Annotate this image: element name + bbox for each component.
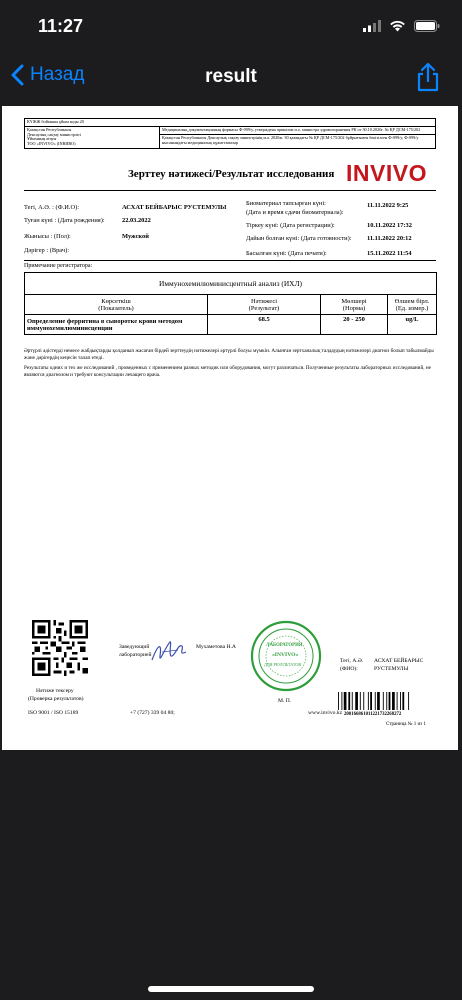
navigation-bar: [0, 52, 462, 102]
dob-value: 22.03.2022: [122, 217, 151, 224]
column-header-unit: Өлшем бірл. (Ед. измер.): [388, 295, 437, 315]
website-link[interactable]: www.invivo.kz: [308, 710, 343, 716]
barcode-bar: [355, 692, 358, 710]
barcode-bar: [370, 692, 372, 710]
header-left-block: Қазақстан Республикасы Денсаулық сақтау министрлігі Ұйымның атауы ТОО «INVIVO» (INВИВО): [25, 126, 160, 148]
invivo-logo: INVIVO: [346, 160, 427, 186]
head-of-lab-label-2: лабораторией: [119, 652, 152, 658]
barcode-bar: [344, 692, 347, 710]
share-icon: [416, 62, 440, 92]
status-time: 11:27: [38, 16, 84, 36]
head-of-lab-label-1: Заведующий: [119, 644, 150, 650]
phone-number: +7 (727) 339 04 80;: [130, 710, 175, 716]
patient-name-value: АСХАТ БЕЙБАРЫС РУСТЕМУЛЫ: [122, 204, 227, 211]
stamp-text-1: ЛАБОРАТОРИЯ: [266, 643, 303, 648]
sex-value: Мужской: [122, 233, 149, 240]
document-page[interactable]: [2, 106, 458, 750]
barcode-bar: [363, 692, 364, 710]
column-header-indicator: Көрсеткіш (Показатель): [25, 295, 208, 315]
barcode-number: 200166861011221732268272: [344, 712, 402, 717]
print-date-label: Басылған күні: (Дата печати):: [246, 250, 327, 257]
cellular-signal-icon: [363, 20, 381, 32]
battery-icon: [414, 20, 440, 32]
barcode-bar: [397, 692, 398, 710]
check-results-label-kz: Нәтиже тексеру: [36, 688, 74, 694]
barcode-bar: [392, 692, 395, 710]
stamp-text-3: ДЛЯ РЕЗУЛЬТАТОВ: [264, 662, 302, 667]
biomaterial-label-ru: (Дата и время сдачи биоматериала):: [246, 209, 344, 216]
barcode-bar: [338, 692, 339, 710]
barcode-bar: [341, 692, 342, 710]
print-date-value: 15.11.2022 11:54: [367, 250, 412, 257]
back-button-label: Назад: [30, 64, 85, 85]
barcode-icon: [338, 692, 434, 710]
barcode-bar: [389, 692, 391, 710]
share-button[interactable]: [416, 62, 440, 97]
barcode-bar: [402, 692, 404, 710]
result-norm: 20 - 250: [321, 315, 388, 335]
signature-icon: [148, 634, 190, 668]
biomaterial-value: 11.11.2022 9:25: [367, 202, 409, 209]
barcode-bar: [383, 692, 384, 710]
doctor-label: Дәрігер : (Врач):: [24, 247, 69, 254]
result-unit: ug/L: [388, 315, 437, 335]
biomaterial-label-kz: Биоматериал тапсырған күні:: [246, 200, 326, 207]
qr-code-icon: [32, 620, 88, 676]
registration-label: Тіркеу күні: (Дата регистрации):: [246, 222, 335, 229]
footer-patient-label-1: Тегі, А.Ә.: [340, 658, 364, 664]
barcode-bar: [377, 692, 380, 710]
home-indicator: [148, 986, 314, 992]
registrar-note-label: Примечание регистратора:: [24, 263, 93, 269]
barcode-bar: [348, 692, 350, 710]
document-header-table: [24, 118, 436, 149]
table-row: [25, 315, 437, 335]
stamp-text-2: «INVIVO»: [272, 652, 299, 658]
wifi-icon: [389, 20, 406, 32]
registration-value: 10.11.2022 17:32: [367, 222, 412, 229]
results-table: [24, 272, 437, 335]
divider: [24, 190, 436, 191]
sex-label: Жынысы : (Пол):: [24, 233, 71, 240]
column-header-norm: Мөлшері (Норма): [321, 295, 388, 315]
header-right-top: Медициналық документацияның формасы Ф-099/у, утверждена приказом и.о. министра здравоохранения РК от 30.10.2020г. № ҚР ДСМ-175/202: [160, 126, 436, 135]
header-right-bottom: Қазақстан Республикасы Денсаулық сақтау министрінің м.а. 2020ж. 30 қазандағы № ҚР ДСМ-175/202 бұйрығымен бекітілген Ф-099/у, Ф-099/у нысанындағы медициналық құжаттамалар: [160, 135, 436, 149]
status-bar: [0, 0, 462, 50]
nav-title: result: [205, 66, 257, 87]
footer-patient-name-2: РУСТЕМУЛЫ: [374, 666, 409, 672]
disclaimer-ru: Результаты одних и тех же исследований , проведенных с применением разных методик или оборудования, могут различаться. Полученные результаты лабораторных исследований, не являются диагнозом и требуют консультации лечащего врача.: [24, 365, 431, 379]
footer-patient-label-2: (ФИО):: [340, 666, 358, 672]
iso-label: ISO 9001 / ISO 15189: [28, 710, 79, 716]
footer-patient-name-1: АСХАТ БЕЙБАРЫС: [374, 658, 424, 664]
dob-label: Туған күні : (Дата рождения):: [24, 217, 105, 224]
results-section-title: Иммунохемилюминисцентный анализ (ИХЛ): [25, 273, 437, 295]
document-title: Зерттеу нәтижесі/Результат исследования: [128, 168, 335, 180]
ready-date-label: Дайын болған күні: (Дата готовности):: [246, 235, 352, 242]
page-number: Страница № 1 из 1: [386, 722, 426, 727]
check-results-label-ru: (Проверка результатов): [28, 696, 84, 702]
column-header-result: Нәтижесі (Результат): [208, 295, 321, 315]
barcode-bar: [375, 692, 376, 710]
barcode-bar: [408, 692, 409, 710]
ready-date-value: 11.11.2022 20:12: [367, 235, 412, 242]
seal-place-label: М. П.: [278, 698, 292, 704]
barcode-bar: [368, 692, 369, 710]
status-icons: [363, 20, 440, 32]
head-of-lab-name: Мухаметова Н.А: [196, 644, 236, 650]
barcode-bar: [400, 692, 401, 710]
barcode-bar: [386, 692, 387, 710]
result-indicator: Определение ферритина в сыворотке крови методом иммунохемилюминисценции: [25, 315, 208, 335]
barcode-bar: [352, 692, 353, 710]
patient-name-label: Тегі, А.Ә. : (Ф.И.О):: [24, 204, 79, 211]
result-value: 68.5: [208, 315, 321, 335]
header-org-code: КҮЖЖ бойынша ұйым коды 20: [25, 119, 436, 127]
disclaimer-kz: Әртүрлі әдістерді немесе жабдықтарды қолданып жасаған бірдей зерттеудің нәтижелері әртүрлі болуы мүмкін. Алынған зертханалық талдаудың нәтижелері диагноз болып табылмайды және дәрігердің кеңесін талап етеді.: [24, 348, 434, 362]
divider: [24, 260, 436, 261]
barcode-bar: [360, 692, 361, 710]
